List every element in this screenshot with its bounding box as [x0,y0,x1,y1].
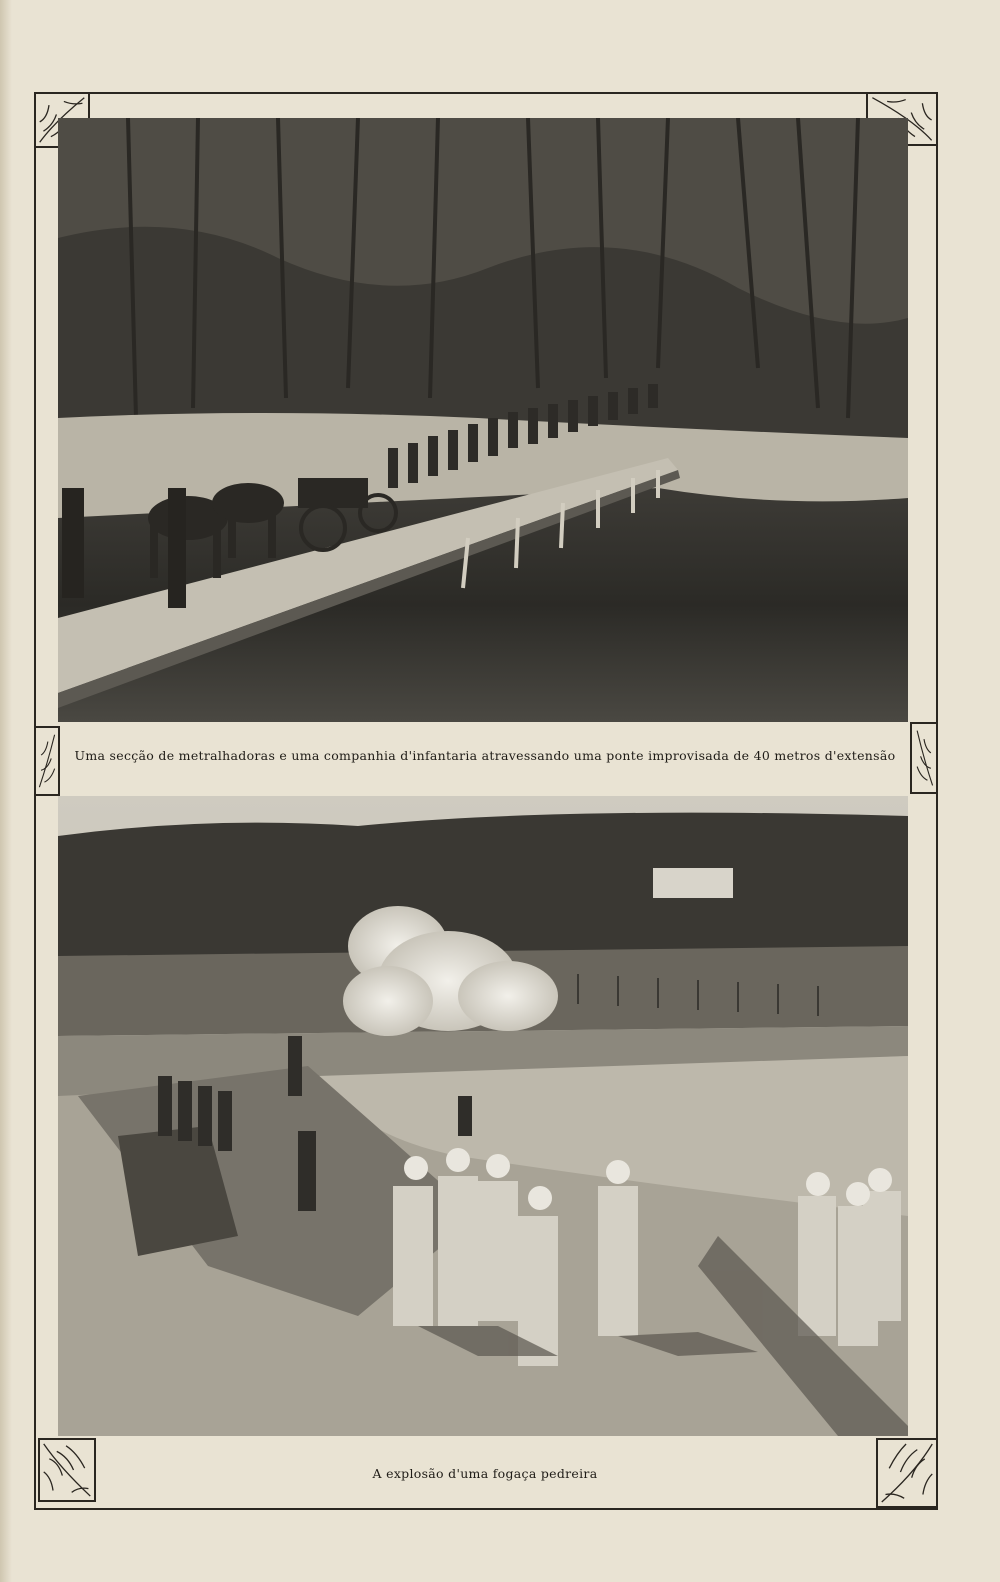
photo-caption: A explosão d'uma fogaça pedreira [372,1466,598,1481]
ornament-side-left [34,726,60,796]
ornament-side-right [910,722,938,794]
photo-quarry-explosion [58,796,908,1436]
photo-bridge-crossing [58,118,908,722]
photo-caption: Uma secção de metralhadoras e uma companhia d'infantaria atravessando uma ponte improvisada de 40 metros d'extensão [74,748,896,763]
page-edge [0,0,12,1582]
